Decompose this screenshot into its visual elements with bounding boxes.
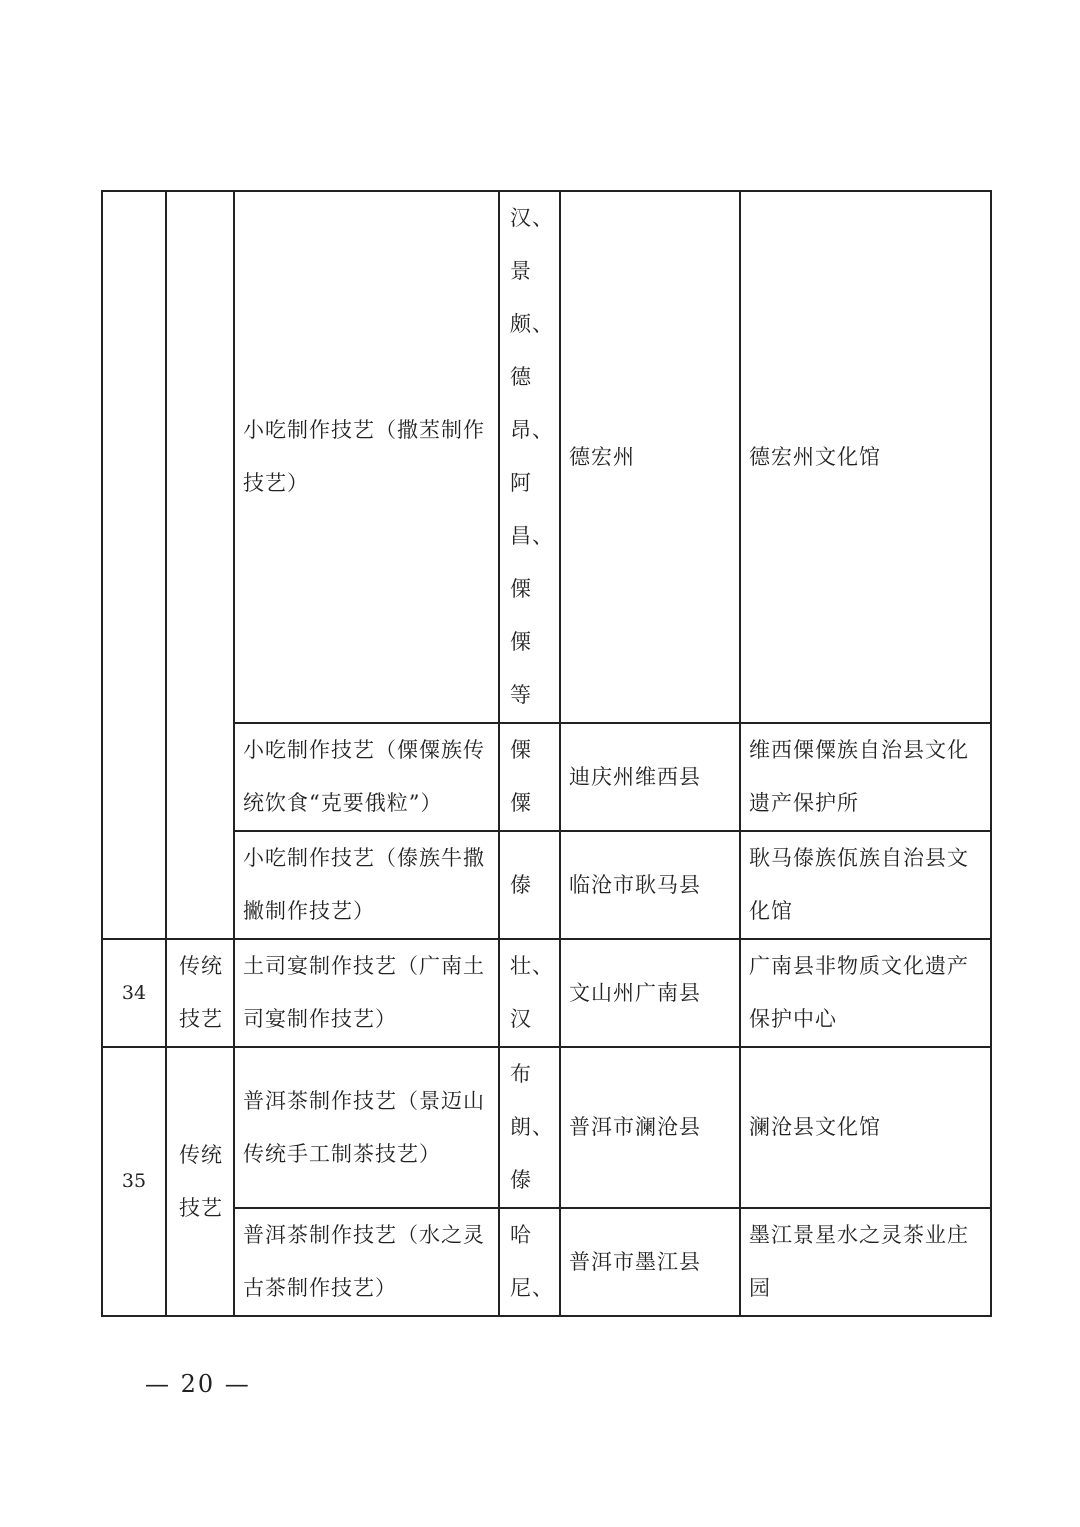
region-cell: 临沧市耿马县 <box>560 831 740 939</box>
table-row <box>102 191 991 723</box>
protection-unit-cell: 耿马傣族佤族自治县文化馆 <box>740 831 991 939</box>
project-name-cell: 小吃制作技艺（傈僳族传统饮食“克要俄粒”） <box>234 723 499 831</box>
region-cell: 普洱市澜沧县 <box>560 1047 740 1208</box>
project-name-cell: 土司宴制作技艺（广南土司宴制作技艺） <box>234 939 499 1047</box>
protection-unit-cell: 德宏州文化馆 <box>740 191 991 723</box>
table-row <box>102 831 991 939</box>
ethnicity-cell: 汉、景颇、德昂、阿昌、傈傈等 <box>499 191 560 723</box>
table-row <box>102 1047 991 1208</box>
table-row <box>102 939 991 1047</box>
project-name-cell: 小吃制作技艺（傣族牛撒撇制作技艺） <box>234 831 499 939</box>
category-cell <box>166 191 234 939</box>
table-row <box>102 1208 991 1316</box>
page-number: — 20 — <box>145 1370 251 1398</box>
category-cell: 传统技艺 <box>166 1047 234 1316</box>
item-number-cell: 34 <box>102 939 166 1047</box>
region-cell: 德宏州 <box>560 191 740 723</box>
region-cell: 普洱市墨江县 <box>560 1208 740 1316</box>
protection-unit-cell: 澜沧县文化馆 <box>740 1047 991 1208</box>
item-number-cell: 35 <box>102 1047 166 1316</box>
region-cell: 迪庆州维西县 <box>560 723 740 831</box>
protection-unit-cell: 墨江景星水之灵茶业庄园 <box>740 1208 991 1316</box>
project-name-cell: 小吃制作技艺（撒苤制作技艺） <box>234 191 499 723</box>
item-number-cell <box>102 191 166 939</box>
category-cell: 传统技艺 <box>166 939 234 1047</box>
project-name-cell: 普洱茶制作技艺（水之灵古茶制作技艺） <box>234 1208 499 1316</box>
ethnicity-cell: 傣 <box>499 831 560 939</box>
ethnicity-cell: 傈僳 <box>499 723 560 831</box>
protection-unit-cell: 广南县非物质文化遗产保护中心 <box>740 939 991 1047</box>
ethnicity-cell: 壮、汉 <box>499 939 560 1047</box>
heritage-table <box>101 190 992 1317</box>
project-name-cell: 普洱茶制作技艺（景迈山传统手工制茶技艺） <box>234 1047 499 1208</box>
table-row <box>102 723 991 831</box>
region-cell: 文山州广南县 <box>560 939 740 1047</box>
ethnicity-cell: 布朗、傣 <box>499 1047 560 1208</box>
protection-unit-cell: 维西傈僳族自治县文化遗产保护所 <box>740 723 991 831</box>
ethnicity-cell: 哈尼、 <box>499 1208 560 1316</box>
